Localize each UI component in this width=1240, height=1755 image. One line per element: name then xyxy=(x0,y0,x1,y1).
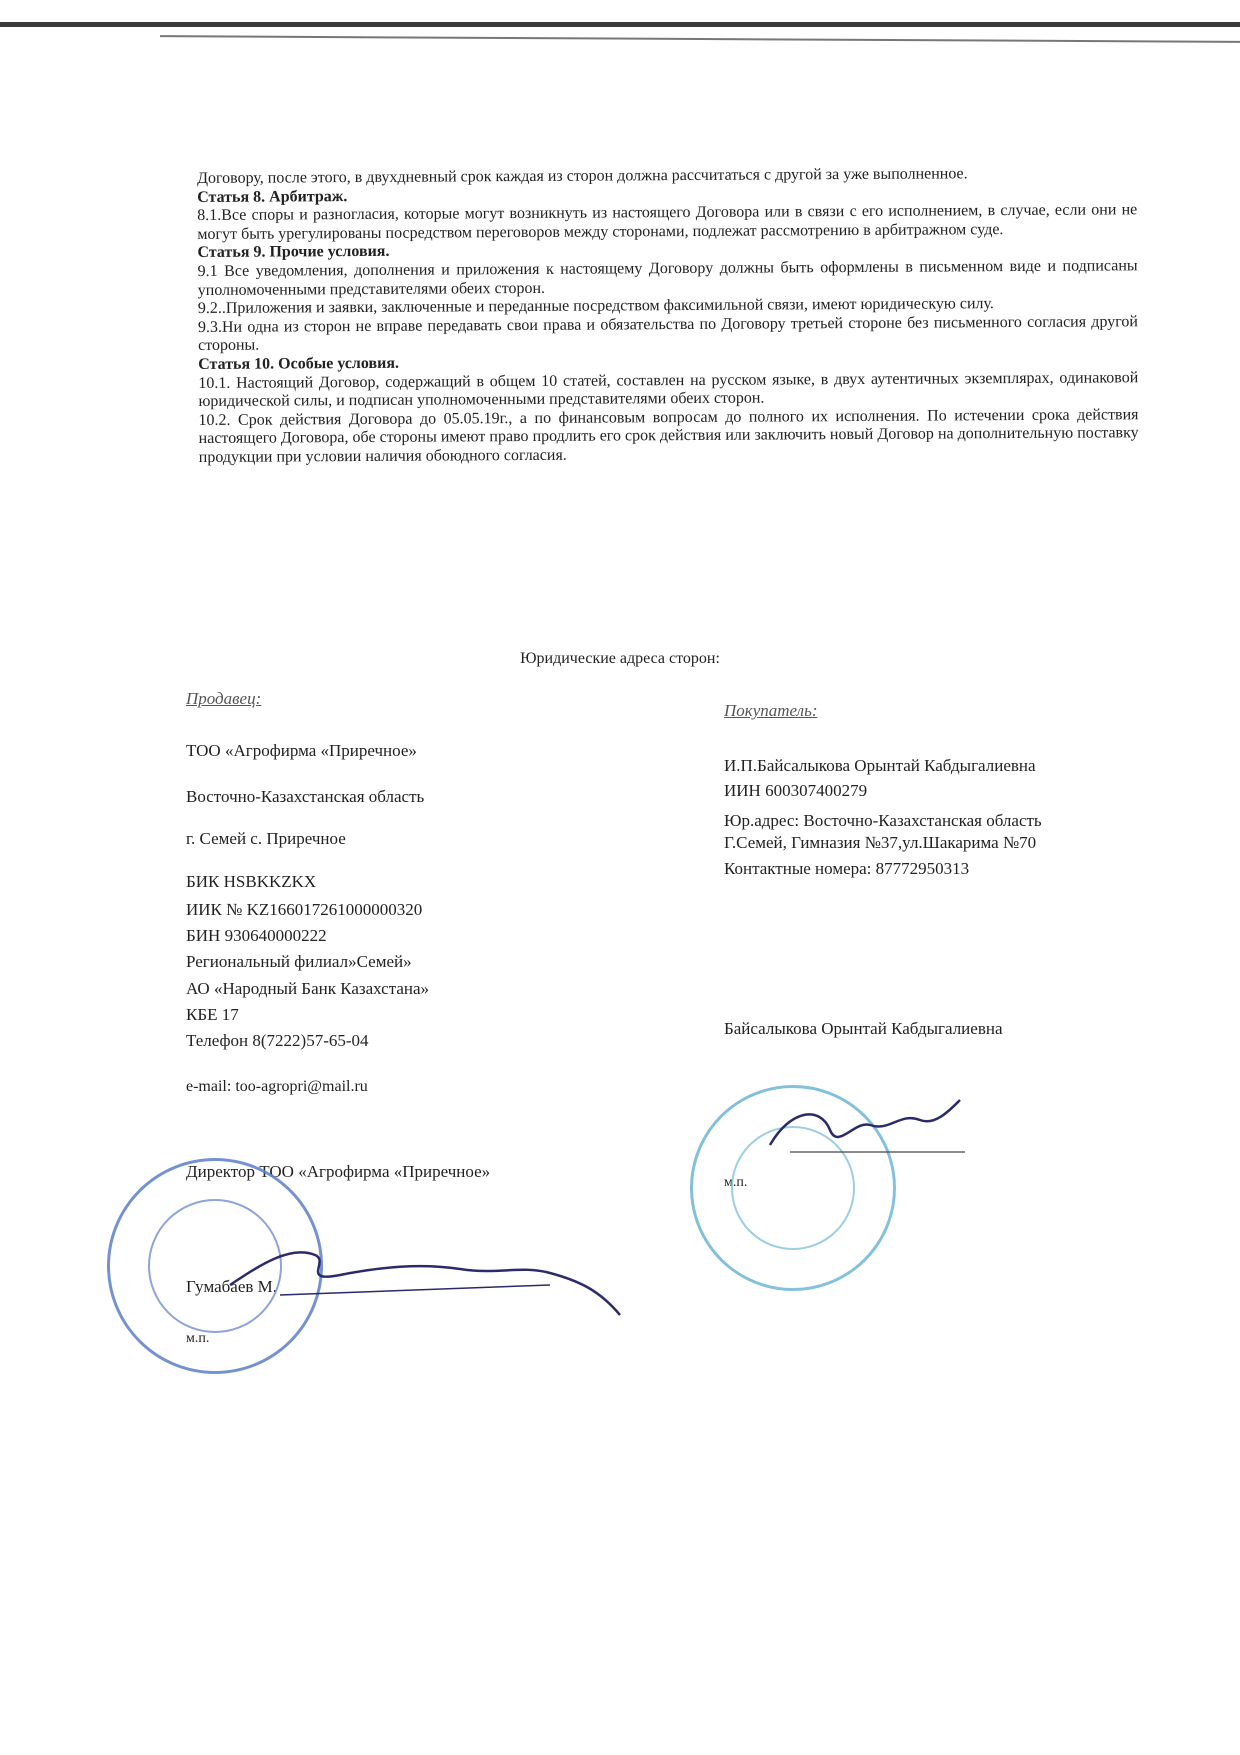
seller-email: e-mail: too-agropri@mail.ru xyxy=(186,1078,368,1095)
buyer-stamp-place: м.п. xyxy=(724,1175,748,1190)
buyer-address-1: Юр.адрес: Восточно-Казахстанская область xyxy=(724,811,1042,830)
seller-city: г. Семей с. Приречное xyxy=(186,829,346,848)
buyer-name: И.П.Байсалыкова Орынтай Кабдыгалиевна xyxy=(724,756,1036,775)
seller-kbe: КБЕ 17 xyxy=(186,1005,239,1024)
buyer-signature xyxy=(760,1090,970,1180)
seller-branch: Региональный филиал»Семей» xyxy=(186,952,412,971)
contract-body xyxy=(197,164,1139,467)
article-8-heading: Статья 8. Арбитраж. xyxy=(197,187,348,206)
paragraph-7-end: Договору, после этого, в двухдневный срок каждая из сторон должна рассчитаться с другой за уже выполненное. xyxy=(197,165,968,187)
seller-company: ТОО «Агрофирма «Приречное» xyxy=(186,741,417,760)
seller-iik: ИИК № KZ166017261000000320 xyxy=(186,900,423,919)
scan-edge-line xyxy=(160,35,1240,43)
paragraph-9-1: 9.1 Все уведомления, дополнения и приложения к настоящему Договору должны быть оформлены в письменном виде и подписаны уполномоченными представителями обеих сторон. xyxy=(197,257,1138,299)
seller-director: Директор ТОО «Агрофирма «Приречное» xyxy=(186,1162,491,1181)
paragraph-10-1: 10.1. Настоящий Договор, содержащий в общем 10 статей, составлен на русском языке, в двух аутентичных экземплярах, одинаковой юридической силы, и подписан уполномоченными представителями обеих сторон. xyxy=(198,368,1139,411)
seller-stamp-place: м.п. xyxy=(186,1331,210,1346)
addresses-title: Юридические адреса сторон: xyxy=(520,650,720,667)
seller-region: Восточно-Казахстанская область xyxy=(186,787,425,806)
seller-signer: Гумабаев М. xyxy=(186,1277,278,1296)
scan-edge-top xyxy=(0,22,1240,27)
buyer-contacts: Контактные номера: 87772950313 xyxy=(724,859,970,878)
paragraph-10-2: 10.2. Срок действия Договора до 05.05.19г., а по финансовым вопросам до полного их исполнения. По истечении срока действия настоящего Договора, обе стороны имеют право продлить его срок действия или заключить новый Договор на дополнительную поставку продукции при условии наличия обоюдного согласия. xyxy=(198,405,1139,466)
buyer-role: Покупатель: xyxy=(724,701,818,720)
seller-signature xyxy=(220,1225,640,1335)
seller-bank: АО «Народный Банк Казахстана» xyxy=(186,979,430,998)
buyer-iin: ИИН 600307400279 xyxy=(724,781,868,800)
seller-phone: Телефон 8(7222)57-65-04 xyxy=(186,1031,369,1050)
paragraph-8-1: 8.1.Все споры и разногласия, которые могут возникнуть из настоящего Договора или в связи с его исполнением, в случае, если они не могут быть урегулированы посредством переговоров между сторонами, подлежат рассмотрению в арбитражном суде. xyxy=(197,201,1138,243)
seller-bik: БИК HSBKKZKX xyxy=(186,872,317,891)
paragraph-9-2: 9.2..Приложения и заявки, заключенные и переданные посредством факсимильной связи, имеют юридическую силу. xyxy=(197,295,994,318)
article-10-heading: Статья 10. Особые условия. xyxy=(198,354,400,373)
buyer-signer: Байсалыкова Орынтай Кабдыгалиевна xyxy=(724,1019,1003,1038)
seller-bin: БИН 930640000222 xyxy=(186,926,327,945)
buyer-address-2: Г.Семей, Гимназия №37,ул.Шакарима №70 xyxy=(724,833,1037,852)
paragraph-9-3: 9.3.Ни одна из сторон не вправе передавать свои права и обязательства по Договору третьей стороне без письменного согласия другой стороны. xyxy=(197,313,1138,355)
seller-role: Продавец: xyxy=(186,689,262,708)
article-9-heading: Статья 9. Прочие условия. xyxy=(197,243,390,262)
